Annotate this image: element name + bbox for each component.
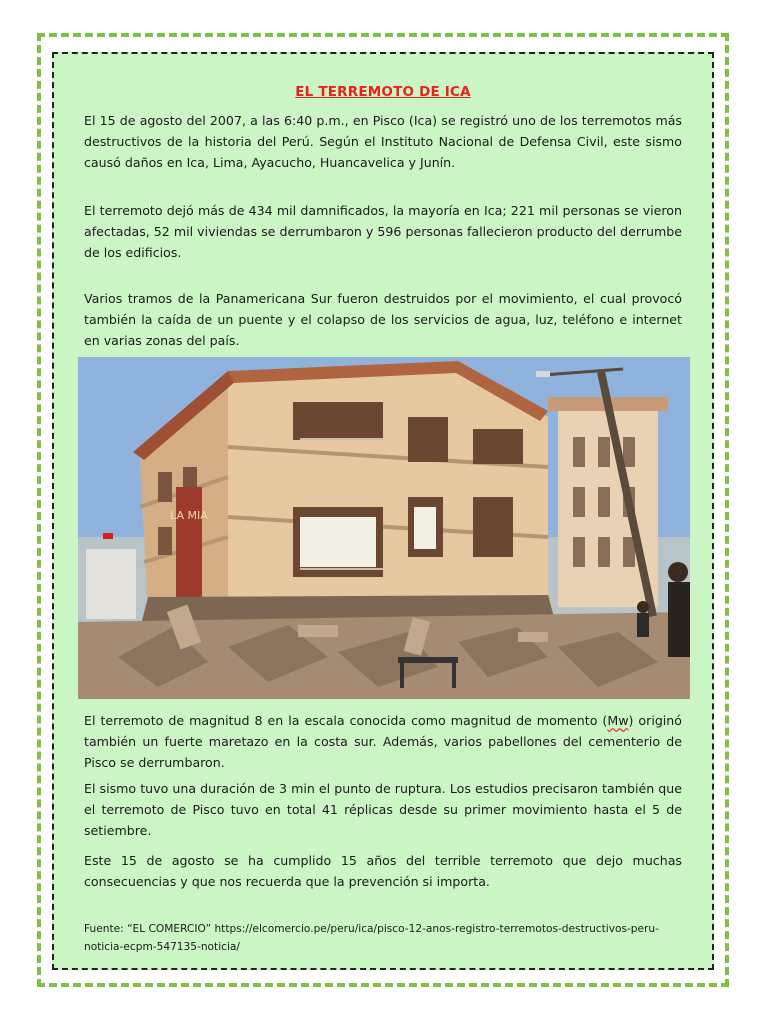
paragraph-magnitude-text-a: El terremoto de magnitud 8 en la escala conocida como magnitud de momento (	[84, 713, 608, 728]
paragraph-damage: El terremoto dejó más de 434 mil damnificados, la mayoría en Ica; 221 mil personas se vieron afectadas, 52 mil viviendas se derrumbaron y 596 personas fallecieron producto del derrumbe de los edificios.	[84, 203, 682, 260]
collapsed-building-illustration	[78, 357, 690, 699]
page-title: EL TERREMOTO DE ICA	[295, 84, 471, 100]
document-panel	[52, 52, 714, 970]
spellcheck-marked-word: Mw	[607, 713, 629, 728]
paragraph-intro: El 15 de agosto del 2007, a las 6:40 p.m., en Pisco (Ica) se registró uno de los terremotos más destructivos de la historia del Perú. Según el Instituto Nacional de Defensa Civil, este sismo causó daños en Ica, Lima, Ayacucho, Huancavelica y Junín.	[84, 113, 682, 170]
paragraph-magnitude-text-b: ) originó también un fuerte maretazo en la costa sur. Además, varios pabellones del cementerio de Pisco se derrumbaron.	[84, 713, 682, 770]
source-citation: Fuente: “EL COMERCIO” https://elcomercio.pe/peru/ica/pisco-12-anos-registro-terremotos-destructivos-peru-noticia-ecpm-547135-noticia/	[84, 923, 659, 953]
building-sign-text: LA MIA	[170, 509, 208, 522]
paragraph-duration: El sismo tuvo una duración de 3 min el punto de ruptura. Los estudios precisaron también que el terremoto de Pisco tuvo en total 41 réplicas desde su primer movimiento hasta el 5 de setiembre.	[84, 781, 682, 838]
paragraph-infrastructure: Varios tramos de la Panamericana Sur fueron destruidos por el movimiento, el cual provocó también la caída de un puente y el colapso de los servicios de agua, luz, teléfono e internet en varias zonas del país.	[84, 291, 682, 348]
paragraph-magnitude	[84, 710, 682, 773]
earthquake-photo	[78, 357, 690, 699]
paragraph-anniversary: Este 15 de agosto se ha cumplido 15 años del terrible terremoto que dejo muchas consecuencias y que nos recuerda que la prevención si importa.	[84, 853, 682, 889]
